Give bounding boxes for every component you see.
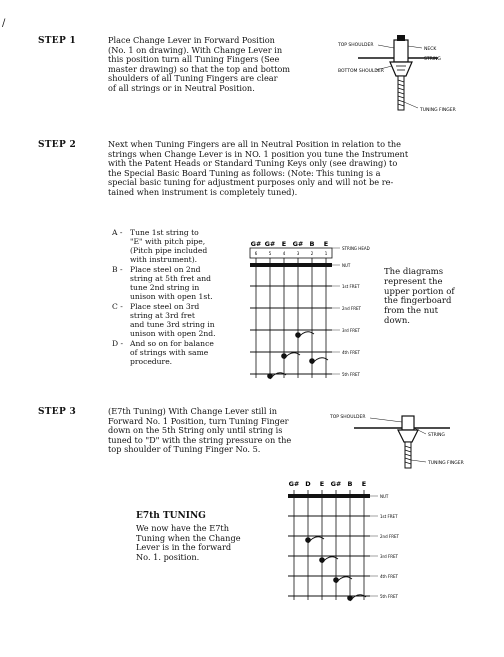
list-letter: D - <box>112 339 124 348</box>
fret-label: 4th FRET <box>380 574 398 579</box>
label-tuning-finger: TUNING FINGER <box>428 461 464 466</box>
finger-dot <box>333 577 339 583</box>
string-note: B <box>309 240 315 248</box>
list-text: Tune 1st string to "E" with pitch pipe, (Pitch pipe included with instrument). <box>130 228 208 264</box>
string-note: G# <box>292 240 304 248</box>
fretboard-diagram-step-3 <box>278 476 418 606</box>
string-number: 6 <box>254 251 258 256</box>
e7-tuning-text: We now have the E7th Tuning when the Change Lever is in the forward No. 1. position. <box>136 523 241 562</box>
string-note: G# <box>330 480 342 488</box>
step-2-text: Next when Tuning Fingers are all in Neutral Position in relation to the strings when Change Lever is in NO. 1 position you tune the Instrument with the Patent Heads or Standard Tuning Keys only (see drawing) to the Special Basic Board Tuning as follows: (Note: This tuning is a special basic tuning for adjustment purposes only and will not be re- tained when instrument is completely tuned). <box>108 139 409 197</box>
fret-label: 1st FRET <box>380 514 398 519</box>
string-note: B <box>347 480 353 488</box>
label-bottom-shoulder: BOTTOM SHOULDER <box>338 69 384 74</box>
fret-label: NUT <box>342 263 351 268</box>
string-note: D <box>305 480 311 488</box>
fret-label: 2nd FRET <box>380 534 399 539</box>
string-number: 4 <box>282 251 286 256</box>
list-item <box>112 228 242 264</box>
tuning-finger-diagram-3 <box>330 404 490 474</box>
step-1-text: Place Change Lever in Forward Position (No. 1 on drawing). With Change Lever in this position turn all Tuning Fingers (See master drawing) so that the top and bottom shoulders of all Tuning Fingers are clear of all strings or in Neutral Position. <box>108 35 291 93</box>
step-2-label: STEP 2 <box>38 140 77 150</box>
string-number: 5 <box>268 251 272 256</box>
fret-label: STRING HEAD <box>342 246 370 251</box>
label-top-shoulder: TOP SHOULDER <box>330 415 366 420</box>
finger-dot <box>309 358 315 364</box>
fret-label: 5th FRET <box>342 372 360 377</box>
step-3-text: (E7th Tuning) With Change Lever still in Forward No. 1 Position, turn Tuning Finger down on the 5th String only until string is tuned to "D" with the string pressure on the top shoulder of Tuning Finger No. 5. <box>108 406 292 455</box>
list-letter: C - <box>112 302 123 311</box>
list-letter: B - <box>112 265 123 274</box>
fretboard-diagram-step-2 <box>240 236 380 388</box>
fret-label: 3rd FRET <box>342 328 360 333</box>
fret-label: 2nd FRET <box>342 306 361 311</box>
fret-label: 5th FRET <box>380 594 398 599</box>
string-note: G# <box>264 240 276 248</box>
string-note: E <box>323 240 329 248</box>
string-number: 2 <box>310 251 314 256</box>
e7-tuning-title: E7th TUNING <box>136 511 206 521</box>
list-item <box>112 339 242 366</box>
finger-dot <box>347 595 353 601</box>
string-number: 3 <box>296 251 300 256</box>
string-note: E <box>361 480 367 488</box>
string-note: G# <box>250 240 262 248</box>
label-neck: NECK <box>424 47 437 52</box>
fret-label: 4th FRET <box>342 350 360 355</box>
finger-dot <box>319 557 325 563</box>
tuning-finger-diagram-1 <box>338 32 493 122</box>
finger-dot <box>267 373 273 379</box>
tuning-steps-list <box>112 228 242 366</box>
page-mark: / <box>2 18 6 29</box>
finger-dot <box>295 332 301 338</box>
label-tuning-finger: TUNING FINGER <box>420 108 456 113</box>
step-3-label: STEP 3 <box>38 407 77 417</box>
label-string: STRING <box>424 57 441 62</box>
step-1-label: STEP 1 <box>38 36 77 46</box>
string-note: G# <box>288 480 300 488</box>
label-top-shoulder: TOP SHOULDER <box>338 43 374 48</box>
fretboard-note: The diagrams represent the upper portion of the fingerboard from the nut down. <box>384 267 455 326</box>
string-note: E <box>319 480 325 488</box>
fret-label: 3rd FRET <box>380 554 398 559</box>
finger-dot <box>281 353 287 359</box>
list-item <box>112 265 242 301</box>
list-text: And so on for balance of strings with same procedure. <box>130 339 214 366</box>
fret-label: NUT <box>380 494 389 499</box>
list-item <box>112 302 242 338</box>
label-string: STRING <box>428 433 445 438</box>
string-note: E <box>281 240 287 248</box>
list-text: Place steel on 2nd string at 5th fret and tune 2nd string in unison with open 1st. <box>130 265 213 301</box>
finger-dot <box>305 537 311 543</box>
list-text: Place steel on 3rd string at 3rd fret and tune 3rd string in unison with open 2nd. <box>130 302 216 338</box>
string-number: 1 <box>324 251 328 256</box>
list-letter: A - <box>112 228 123 237</box>
fret-label: 1st FRET <box>342 284 360 289</box>
